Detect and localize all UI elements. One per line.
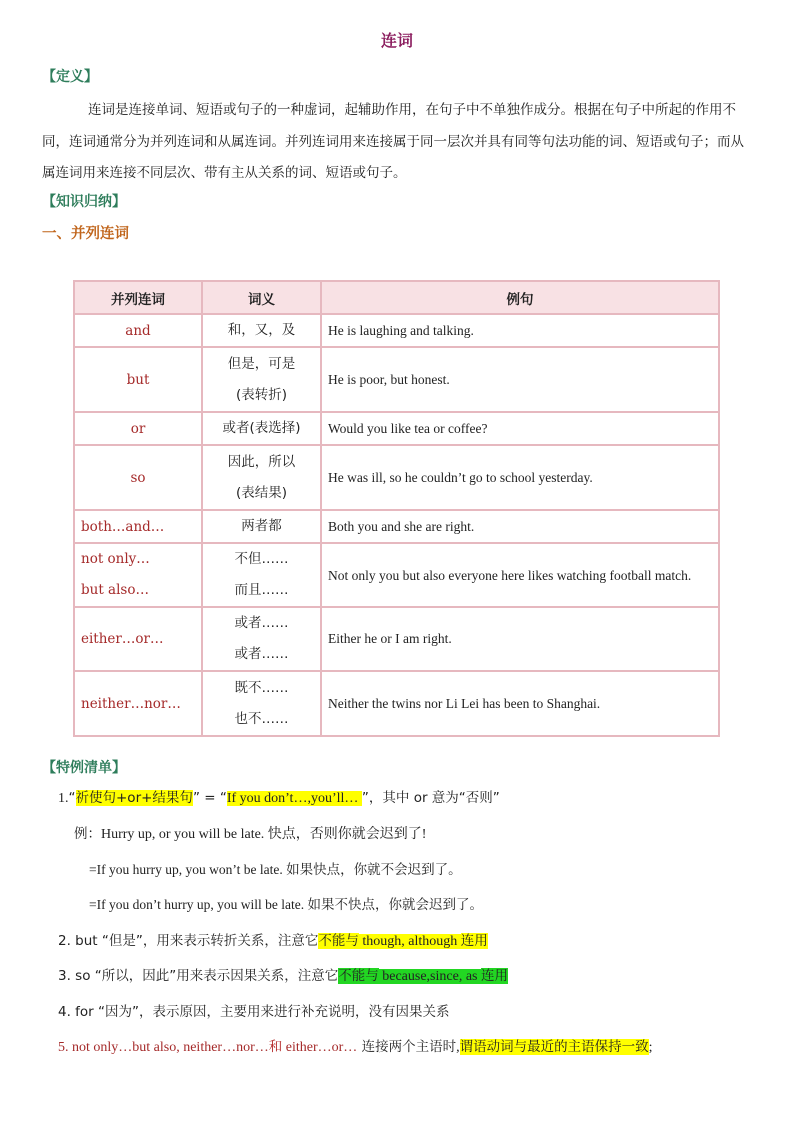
meaning-line: 但是，可是 <box>227 355 296 372</box>
meaning-line: (表转折) <box>235 386 288 403</box>
table-row <box>74 543 719 607</box>
item-5-semicolon: ; <box>648 1040 653 1055</box>
header-meaning: 词义 <box>202 281 321 314</box>
highlight-because: because,since, as <box>378 969 481 984</box>
highlight-imperative-pattern: 祈使句+or+结果句 <box>75 790 193 806</box>
table-row <box>74 412 719 445</box>
item-5-and: 和 <box>268 1039 283 1055</box>
example-cell: Would you like tea or coffee? <box>321 412 719 445</box>
example-cell: He was ill, so he couldn’t go to school yesterday. <box>321 445 719 510</box>
example-label: 例： <box>74 826 101 842</box>
example-cell: Not only you but also everyone here likes watching football match. <box>321 543 719 607</box>
highlight-together: 连用 <box>460 933 488 949</box>
meaning-line: 既不…… <box>234 679 289 696</box>
special-item-3 <box>58 964 508 985</box>
definition-heading: 【定义】 <box>42 69 98 85</box>
conjunction-cell: or <box>74 412 202 445</box>
highlight-cannot: 不能与 <box>338 968 379 984</box>
highlight-agreement-rule: 谓语动词与最近的主语保持一致 <box>459 1039 649 1055</box>
meaning-cell: 和，又，及 <box>202 314 321 347</box>
conjunction-line: not only… <box>81 551 150 567</box>
meaning-cell <box>202 671 321 736</box>
meaning-cell <box>202 543 321 607</box>
conjunction-cell: so <box>74 445 202 510</box>
conjunction-cell <box>74 543 202 607</box>
open-quote: “ <box>68 790 76 806</box>
meaning-line: 也不…… <box>234 710 289 727</box>
header-conjunction: 并列连词 <box>74 281 202 314</box>
highlight-together: 连用 <box>480 968 508 984</box>
meaning-line: 不但…… <box>234 551 289 567</box>
item-1-rest: ”，其中 or 意为“否则” <box>361 790 500 806</box>
meaning-cell: 或者(表选择) <box>202 412 321 445</box>
conjunction-cell: neither…nor… <box>74 671 202 736</box>
meaning-line: 或者…… <box>234 615 289 631</box>
table-row <box>74 510 719 543</box>
item-5-either-or: either…or… <box>282 1040 358 1055</box>
highlight-cannot: 不能与 <box>318 933 359 949</box>
example-cell: He is poor, but honest. <box>321 347 719 412</box>
special-item-1 <box>58 786 500 807</box>
table-row <box>74 314 719 347</box>
special-cases-heading: 【特例清单】 <box>42 760 126 776</box>
equals-quote: ” = “ <box>192 790 227 806</box>
meaning-line: 或者…… <box>234 646 289 662</box>
item-3-text: 3. so “所以，因此”用来表示因果关系，注意它 <box>58 968 339 984</box>
conjunction-cell: and <box>74 314 202 347</box>
page-title: 连词 <box>380 31 413 50</box>
special-item-5 <box>58 1035 652 1056</box>
highlight-if-pattern: If you don’t…,you’ll… <box>226 791 362 806</box>
definition-text: 连词是连接单词、短语或句子的一种虚词，起辅助作用，在句子中不单独作成分。根据在句子中所起的作用不同，连词通常分为并列连词和从属连词。并列连词用来连接属于同一层次并具有同等句法功能的词、短语或句子；而从属连词用来连接不同层次、带有主从关系的词、短语或句子。 <box>42 102 744 181</box>
example-text: Hurry up, or you will be late. 快点，否则你就会迟到了! <box>101 827 427 842</box>
meaning-cell: 两者都 <box>202 510 321 543</box>
example-cell: He is laughing and talking. <box>321 314 719 347</box>
table-row <box>74 671 719 736</box>
highlight-though: though, although <box>358 934 461 949</box>
coordinating-conjunctions-subheading: 一、并列连词 <box>42 226 129 242</box>
item-5-comma: , <box>456 1040 460 1055</box>
meaning-line: 因此，所以 <box>227 453 296 470</box>
conjunction-line: but also… <box>81 582 149 598</box>
item-2-text: 2. but “但是”，用来表示转折关系，注意它 <box>58 933 319 949</box>
item-5-conjunctions: 5. not only…but also, neither…nor… <box>58 1040 269 1055</box>
meaning-cell <box>202 607 321 671</box>
special-item-4: 4. for “因为”，表示原因，主要用来进行补充说明，没有因果关系 <box>58 1004 450 1020</box>
header-example: 例句 <box>321 281 719 314</box>
conjunction-cell: both…and… <box>74 510 202 543</box>
example-cell: Neither the twins nor Li Lei has been to Shanghai. <box>321 671 719 736</box>
item-number: 1. <box>58 791 69 806</box>
meaning-line: 而且…… <box>234 582 289 598</box>
knowledge-heading: 【知识归纳】 <box>42 194 126 210</box>
item-5-connect: 连接两个主语时 <box>357 1039 457 1055</box>
example-cell: Either he or I am right. <box>321 607 719 671</box>
example-cell: Both you and she are right. <box>321 510 719 543</box>
table-row <box>74 445 719 510</box>
example-line-2: =If you hurry up, you won’t be late. 如果快点，你就不会迟到了。 <box>89 862 462 877</box>
conjunction-cell: either…or… <box>74 607 202 671</box>
example-line-1 <box>74 822 426 843</box>
table-row <box>74 347 719 412</box>
meaning-cell <box>202 347 321 412</box>
table-header-row <box>74 281 719 314</box>
special-item-2 <box>58 929 488 950</box>
meaning-line: (表结果) <box>235 484 288 501</box>
meaning-cell <box>202 445 321 510</box>
conjunction-cell: but <box>74 347 202 412</box>
conjunction-table <box>73 280 720 737</box>
example-line-3: =If you don’t hurry up, you will be late. 如果不快点，你就会迟到了。 <box>89 897 483 912</box>
table-row <box>74 607 719 671</box>
